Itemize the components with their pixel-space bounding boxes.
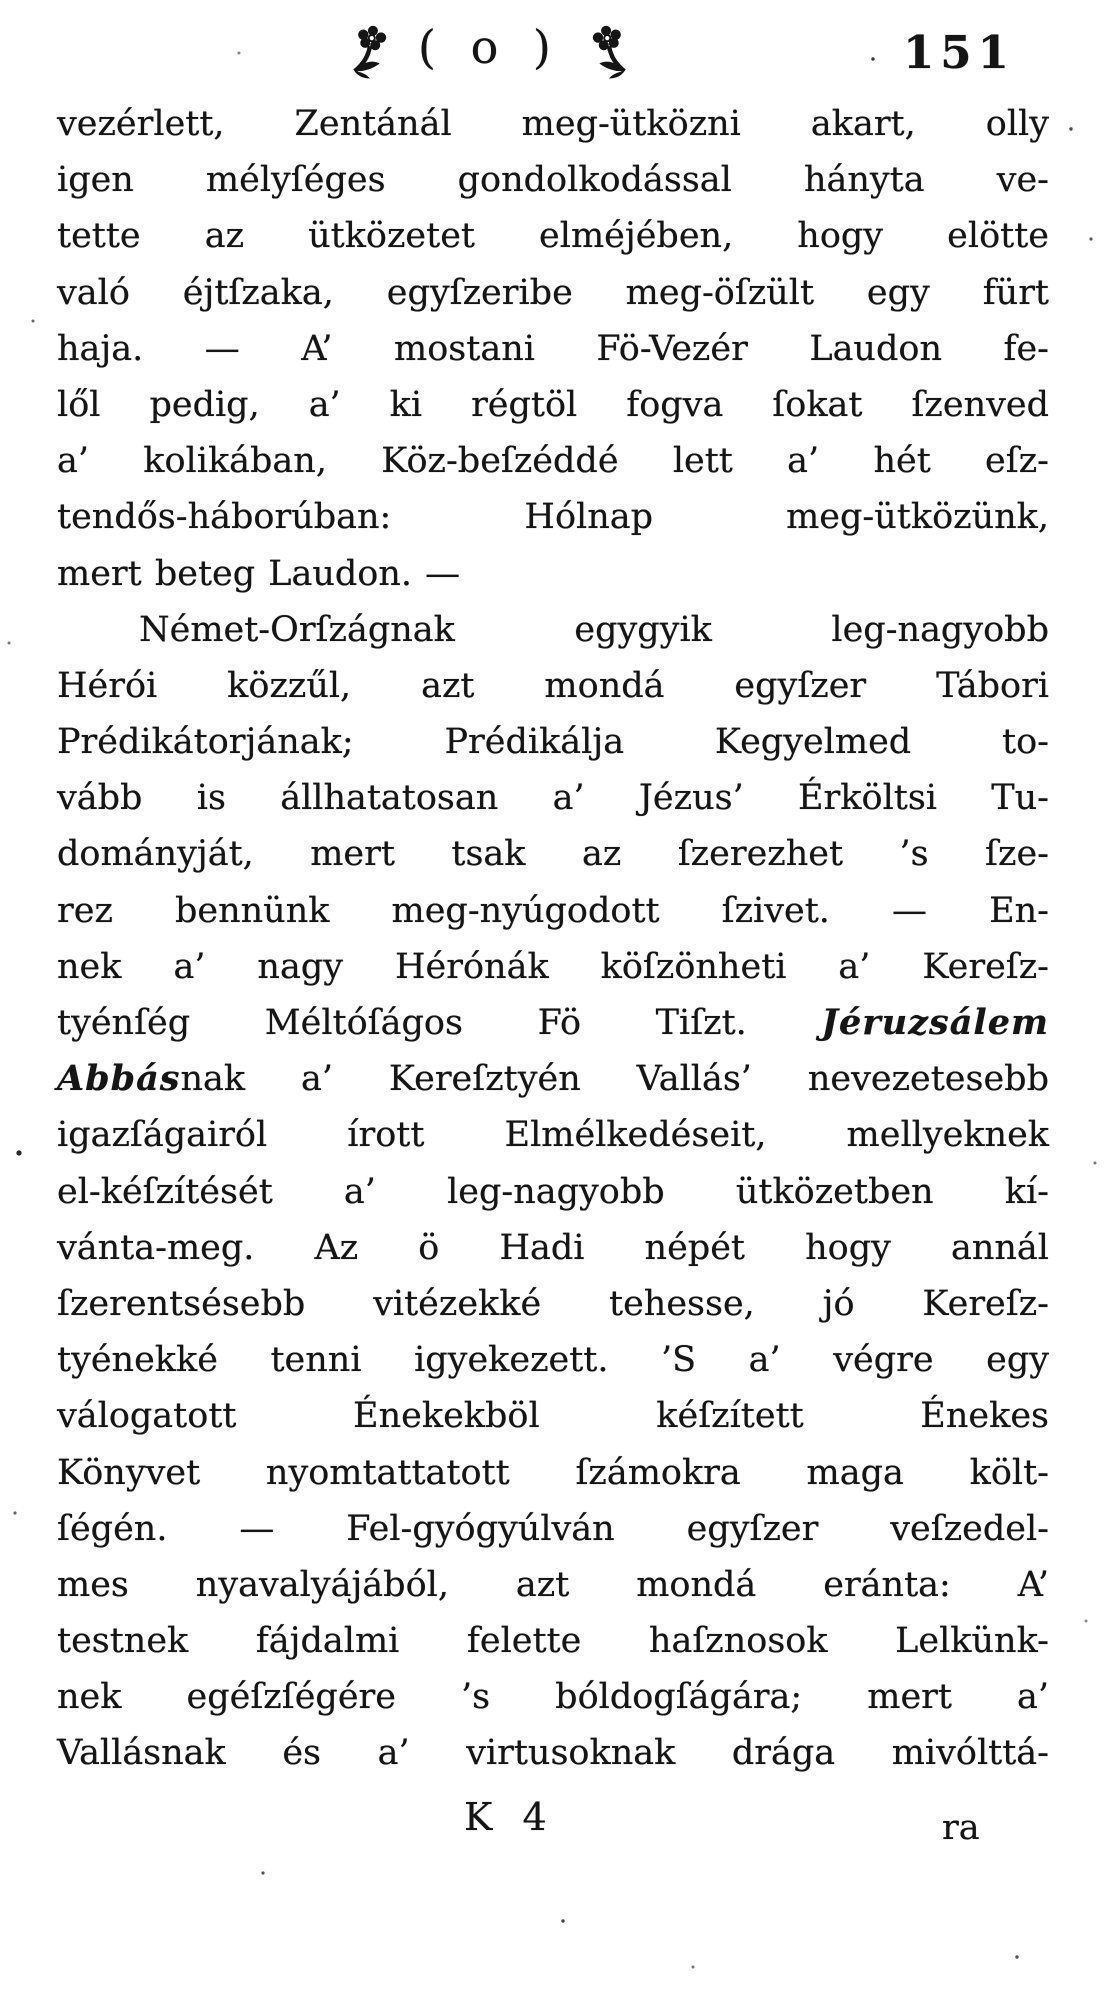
- text-line: el-kéſzítését a’ leg-nagyobb ütközetben kí-: [57, 1171, 1049, 1212]
- text-line: való éjtſzaka, egyſzeribe meg-öſzült egy fürt: [57, 272, 1049, 313]
- text-line: Prédikátorjának; Prédikálja Kegyelmed to-: [57, 722, 1049, 763]
- text-line: Vallásnak és a’ virtusoknak drága mivólttá-: [57, 1733, 1049, 1774]
- page-header: [0, 14, 1105, 94]
- text-line: igen mélyſéges gondolkodással hányta ve-: [57, 160, 1049, 201]
- text-line: dományját, mert tsak az ſzerezhet ’s ſze-: [57, 834, 1049, 875]
- text-line: a’ kolikában, Köz-beſzéddé lett a’ hét eſz-: [57, 441, 1049, 482]
- signature-mark: K 4: [464, 1795, 556, 1839]
- header-ornament-row: [346, 20, 633, 82]
- text-line: lől pedig, a’ ki régtöl fogva ſokat ſzenved: [57, 384, 1049, 425]
- text-line: ſzerentsésebb vitézekké tehesse, jó Kereſz-: [57, 1283, 1049, 1324]
- body-lines: [57, 96, 1049, 1782]
- text-line: mes nyavalyájából, azt mondá eránta: A’: [57, 1564, 1049, 1605]
- text-line: tyénekké tenni igyekezett. ’S a’ végre egy: [57, 1340, 1049, 1381]
- text-line: tyénſég Méltóſágos Fö Tiſzt. Jéruzsálem: [57, 1002, 1049, 1043]
- text-line: tendős-háborúban: Hólnap meg-ütközünk,: [57, 497, 1049, 538]
- flower-sprig-icon: [346, 20, 396, 82]
- text-line: rez bennünk meg-nyúgodott ſzivet. — En-: [57, 890, 1049, 931]
- catchword: ra: [942, 1808, 980, 1848]
- text-line: testnek fájdalmi felette haſznosok Lelkünk-: [57, 1621, 1049, 1662]
- text-line: Hérói közzűl, azt mondá egyſzer Tábori: [57, 665, 1049, 706]
- text-line: mert beteg Laudon. —: [57, 553, 461, 594]
- text-line: Német-Orſzágnak egygyik leg-nagyobb: [139, 609, 1049, 650]
- text-line: Könyvet nyomtattatott ſzámokra maga költ-: [57, 1452, 1049, 1493]
- text-line: nek a’ nagy Hérónák köſzönheti a’ Kereſz-: [57, 946, 1049, 987]
- text-line: vezérlett, Zentánál meg-ütközni akart, olly: [57, 104, 1049, 144]
- page-number: 151: [903, 26, 1015, 79]
- flower-sprig-icon: [583, 20, 633, 82]
- text-line: ſégén. — Fel-gyógyúlván egyſzer veſzedel-: [57, 1508, 1049, 1549]
- scan-speckle-noise: [0, 0, 2, 2]
- text-line: Abbásnak a’ Kereſztyén Vallás’ nevezetesebb: [57, 1058, 1049, 1100]
- text-line: válogatott Énekekböl kéſzített Énekes: [57, 1396, 1049, 1437]
- text-line: nek egéſzſégére ’s bóldogſágára; mert a’: [57, 1677, 1049, 1718]
- text-line: vánta-meg. Az ö Hadi népét hogy annál: [57, 1227, 1049, 1268]
- header-center-mark: ( o ): [418, 20, 561, 74]
- text-line: vább is állhatatosan a’ Jézus’ Érköltsi Tu-: [57, 778, 1049, 819]
- text-line: tette az ütközetet elméjében, hogy elötte: [57, 216, 1049, 257]
- text-line: igazſágairól írott Elmélkedéseit, mellyeknek: [57, 1115, 1049, 1156]
- text-line: haja. — A’ mostani Fö-Vezér Laudon fe-: [57, 328, 1049, 369]
